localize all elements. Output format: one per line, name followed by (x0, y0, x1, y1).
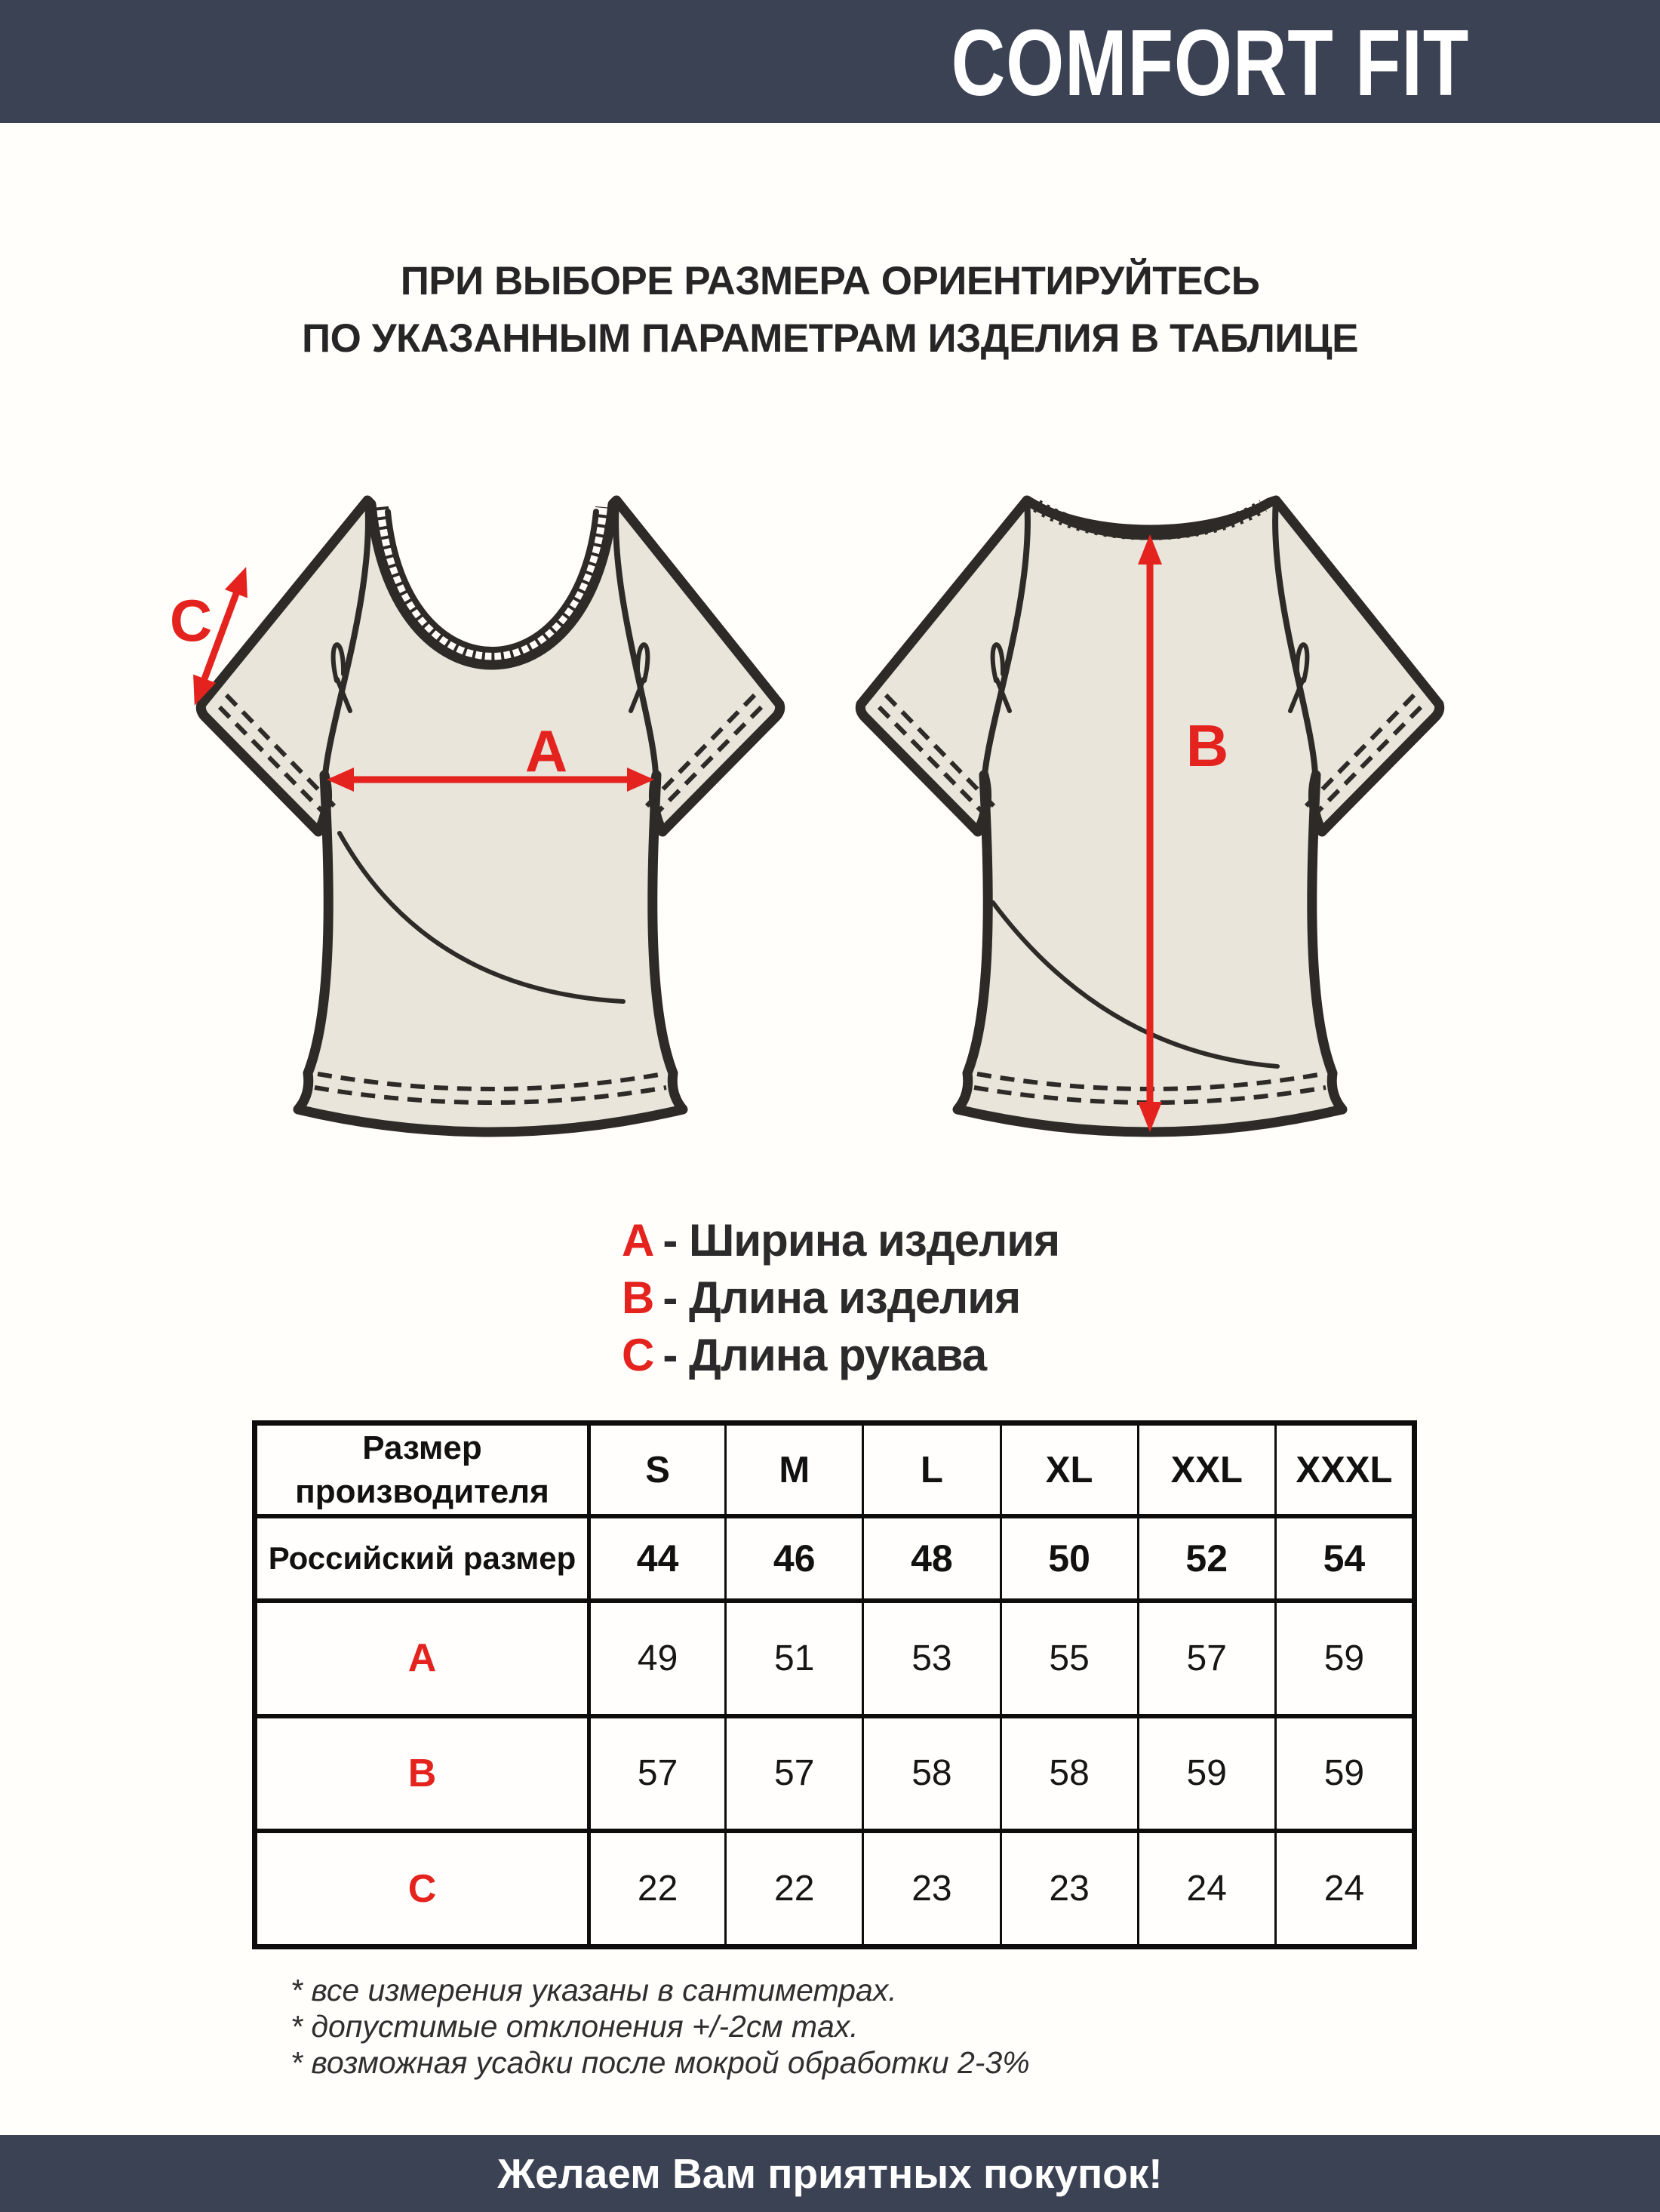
table-cell: 57 (1137, 1598, 1274, 1714)
tshirt-front-silhouette (201, 500, 779, 1132)
legend-label-b: - Длина изделия (662, 1272, 1021, 1323)
table-cell: 46 (724, 1514, 862, 1598)
table-cell: 22 (724, 1829, 862, 1944)
footnote-units: * все измерения указаны в сантиметрах. (290, 1973, 897, 2007)
sleeve-marker-label: C (169, 587, 213, 654)
table-header-size-xl: XL (1000, 1426, 1137, 1514)
table-header-size-xxl: XXL (1137, 1426, 1274, 1514)
footnotes (290, 1972, 1030, 2081)
table-row-label-russian-size: Российский размер (257, 1514, 587, 1598)
table-cell: 48 (862, 1514, 999, 1598)
intro-line-1: ПРИ ВЫБОРЕ РАЗМЕРА ОРИЕНТИРУЙТЕСЬ (400, 259, 1260, 303)
legend-label-a: - Ширина изделия (662, 1215, 1060, 1266)
table-cell: 58 (862, 1714, 999, 1829)
table-header-size-s: S (587, 1426, 724, 1514)
table-cell: 52 (1137, 1514, 1274, 1598)
legend-item-length (622, 1269, 1059, 1327)
legend-label-c: - Длина рукава (662, 1330, 987, 1380)
table-cell: 59 (1274, 1598, 1412, 1714)
footnote-shrinkage: * возможная усадки после мокрой обработки 2-3% (290, 2045, 1030, 2080)
table-cell: 59 (1274, 1714, 1412, 1829)
table-cell: 24 (1274, 1829, 1412, 1944)
table-row-label-b: B (257, 1714, 587, 1829)
legend-letter-a: A (622, 1215, 654, 1266)
table-cell: 57 (724, 1714, 862, 1829)
size-table (252, 1420, 1417, 1949)
table-cell: 24 (1137, 1829, 1274, 1944)
table-cell: 58 (1000, 1714, 1137, 1829)
intro-heading (0, 253, 1660, 368)
tshirt-front-illustration (128, 491, 853, 1147)
legend-letter-b: B (622, 1272, 654, 1323)
measurement-legend (622, 1212, 1059, 1384)
legend-letter-c: C (622, 1330, 654, 1380)
table-row-label-a: A (257, 1598, 587, 1714)
table-header-size-xxxl: XXXL (1274, 1426, 1412, 1514)
table-cell: 59 (1137, 1714, 1274, 1829)
table-cell: 54 (1274, 1514, 1412, 1598)
footer-message: Желаем Вам приятных покупок! (497, 2150, 1163, 2197)
table-cell: 23 (1000, 1829, 1137, 1944)
table-cell: 23 (862, 1829, 999, 1944)
footnote-tolerance: * допустимые отклонения +/-2см max. (290, 2009, 859, 2044)
table-row-label-c: C (257, 1829, 587, 1944)
intro-line-2: ПО УКАЗАННЫМ ПАРАМЕТРАМ ИЗДЕЛИЯ В ТАБЛИЦЕ (302, 316, 1358, 361)
footer-bar (0, 2135, 1660, 2212)
table-header-size-m: M (724, 1426, 862, 1514)
table-cell: 55 (1000, 1598, 1137, 1714)
page-title: COMFORT FIT (951, 11, 1469, 115)
table-cell: 22 (587, 1829, 724, 1944)
table-cell: 49 (587, 1598, 724, 1714)
tshirt-back-illustration (788, 491, 1512, 1147)
header-bar (0, 0, 1660, 123)
table-header-manufacturer-size: Размер производителя (295, 1429, 549, 1510)
table-header-size-l: L (862, 1426, 999, 1514)
table-cell: 44 (587, 1514, 724, 1598)
legend-item-width (622, 1212, 1059, 1269)
table-cell: 50 (1000, 1514, 1137, 1598)
width-marker-label: A (524, 718, 568, 784)
table-cell: 57 (587, 1714, 724, 1829)
table-cell: 53 (862, 1598, 999, 1714)
legend-item-sleeve (622, 1327, 1059, 1384)
table-cell: 51 (724, 1598, 862, 1714)
length-marker-label: B (1185, 712, 1229, 779)
